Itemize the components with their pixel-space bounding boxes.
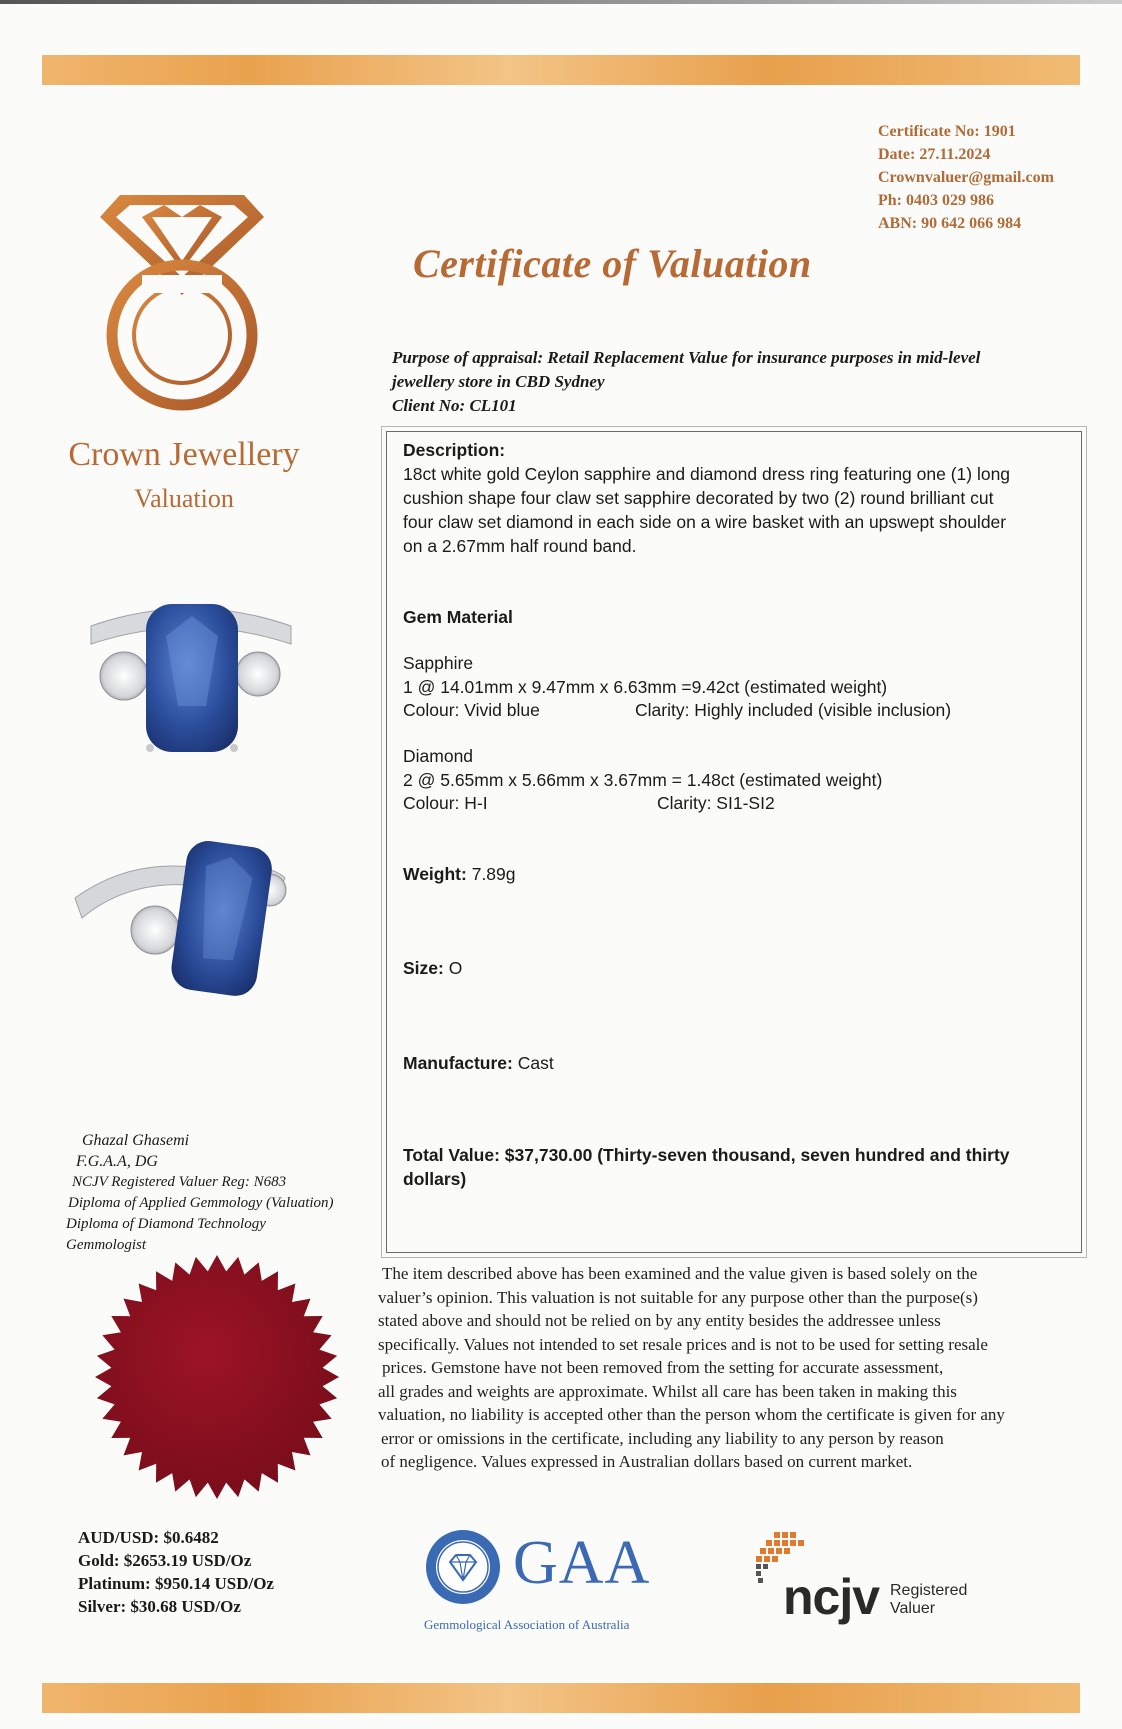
weight-row — [403, 863, 516, 887]
diamond-measure: 2 @ 5.65mm x 5.66mm x 3.67mm = 1.48ct (estimated weight) — [403, 769, 883, 790]
top-scan-edge — [0, 0, 1122, 4]
valuer-credentials — [62, 1130, 392, 1256]
size-value: O — [443, 958, 463, 978]
ring-photo-front — [86, 596, 296, 766]
gaa-logo-text: GAA — [513, 1529, 651, 1597]
gaa-emblem-icon — [424, 1528, 502, 1606]
total-value-line-1: Total Value: $37,730.00 (Thirty-seven thousand, seven hundred and thirty — [403, 1145, 1010, 1165]
contact-phone: Ph: 0403 029 986 — [878, 192, 994, 209]
brand-subtitle: Valuation — [134, 484, 234, 513]
certificate-number: Certificate No: 1901 — [878, 123, 1016, 140]
description-label: Description: — [403, 440, 506, 460]
total-value — [403, 1144, 1010, 1191]
sapphire-clarity: Clarity: Highly included (visible inclusion) — [635, 700, 952, 720]
certificate-date: Date: 27.11.2024 — [878, 146, 991, 163]
sapphire-colour: Colour: Vivid blue — [403, 700, 540, 720]
weight-value: 7.89g — [466, 864, 516, 884]
manufacture-value: Cast — [512, 1053, 554, 1073]
purpose-line-2: jewellery store in CBD Sydney — [392, 372, 605, 391]
ncjv-registered-valuer — [890, 1582, 1030, 1618]
contact-block — [878, 120, 1098, 235]
description-line: on a 2.67mm half round band. — [403, 536, 637, 556]
metal-prices — [78, 1526, 378, 1618]
sapphire-name: Sapphire — [403, 653, 474, 673]
purpose-block — [392, 346, 1092, 418]
brand-name: Crown Jewellery — [68, 436, 300, 473]
client-number: Client No: CL101 — [392, 396, 517, 415]
manufacture-label: Manufacture: — [403, 1053, 513, 1073]
disclaimer-line: of negligence. Values expressed in Australian dollars based on current market. — [381, 1452, 913, 1471]
valuer-diploma-1: Diploma of Applied Gemmology (Valuation) — [68, 1195, 334, 1211]
total-value-line-2: dollars) — [403, 1168, 467, 1189]
bottom-gold-stripe — [42, 1683, 1080, 1713]
ncjv-valuer: Valuer — [890, 1600, 936, 1617]
disclaimer-line: error or omissions in the certificate, including any liability to any person by reason — [381, 1428, 944, 1448]
disclaimer-line: valuer’s opinion. This valuation is not suitable for any purpose other than the purpose(s) — [378, 1287, 978, 1307]
sapphire-measure: 1 @ 14.01mm x 9.47mm x 6.63mm =9.42ct (estimated weight) — [403, 676, 888, 697]
manufacture-row — [403, 1052, 554, 1076]
weight-label: Weight: — [403, 864, 467, 884]
ncjv-registered: Registered — [890, 1582, 968, 1599]
ncjv-logo-text: ncjv — [783, 1569, 880, 1625]
red-seal-icon — [92, 1252, 342, 1502]
disclaimer-line: all grades and weights are approximate. Whilst all care has been taken in making this — [378, 1381, 957, 1401]
top-gold-stripe — [42, 55, 1080, 85]
diamond-name: Diamond — [403, 746, 474, 766]
platinum-price: Platinum: $950.14 USD/Oz — [78, 1574, 274, 1593]
description-block — [403, 438, 1073, 558]
disclaimer-line: valuation, no liability is accepted other than the person whom the certificate is given for any — [378, 1405, 1005, 1424]
size-row — [403, 957, 462, 981]
gaa-logo-subtitle: Gemmological Association of Australia — [424, 1617, 630, 1632]
silver-price: Silver: $30.68 USD/Oz — [78, 1597, 241, 1616]
disclaimer-line: The item described above has been examined and the value given is based solely on the — [382, 1264, 978, 1283]
page-title: Certificate of Valuation — [413, 241, 812, 286]
disclaimer — [378, 1262, 1090, 1474]
valuer-reg: NCJV Registered Valuer Reg: N683 — [72, 1174, 287, 1190]
valuer-quals: F.G.A.A, DG — [76, 1153, 158, 1170]
description-line: cushion shape four claw set sapphire decorated by two (2) round brilliant cut — [403, 488, 994, 508]
diamond-block — [403, 745, 882, 816]
valuer-name: Ghazal Ghasemi — [82, 1132, 190, 1149]
ring-photo-angled — [70, 838, 300, 1008]
purpose-line-1: Purpose of appraisal: Retail Replacement Value for insurance purposes in mid-level — [392, 348, 981, 367]
description-line: four claw set diamond in each side on a wire basket with an upswept shoulder — [403, 512, 1007, 532]
description-line: 18ct white gold Ceylon sapphire and diamond dress ring featuring one (1) long — [403, 464, 1011, 484]
contact-abn: ABN: 90 642 066 984 — [878, 215, 1022, 232]
gem-material-label: Gem Material — [403, 607, 513, 627]
disclaimer-line: stated above and should not be relied on by any entity besides the addressee unless — [378, 1311, 941, 1330]
diamond-colour: Colour: H-I — [403, 793, 488, 813]
contact-email[interactable]: Crownvaluer@gmail.com — [878, 169, 1054, 186]
size-label: Size: — [403, 958, 444, 978]
valuer-diploma-2: Diploma of Diamond Technology — [66, 1216, 266, 1232]
aud-usd-rate: AUD/USD: $0.6482 — [78, 1528, 219, 1547]
valuer-role: Gemmologist — [66, 1237, 146, 1253]
sapphire-block — [403, 652, 952, 723]
disclaimer-line: prices. Gemstone have not been removed from the setting for accurate assessment, — [382, 1358, 944, 1377]
diamond-clarity: Clarity: SI1-SI2 — [657, 793, 775, 813]
ring-logo-icon — [82, 175, 282, 415]
disclaimer-line: specifically. Values not intended to set resale prices and is not to be used for setting resale — [378, 1334, 988, 1354]
gold-price: Gold: $2653.19 USD/Oz — [78, 1551, 252, 1570]
